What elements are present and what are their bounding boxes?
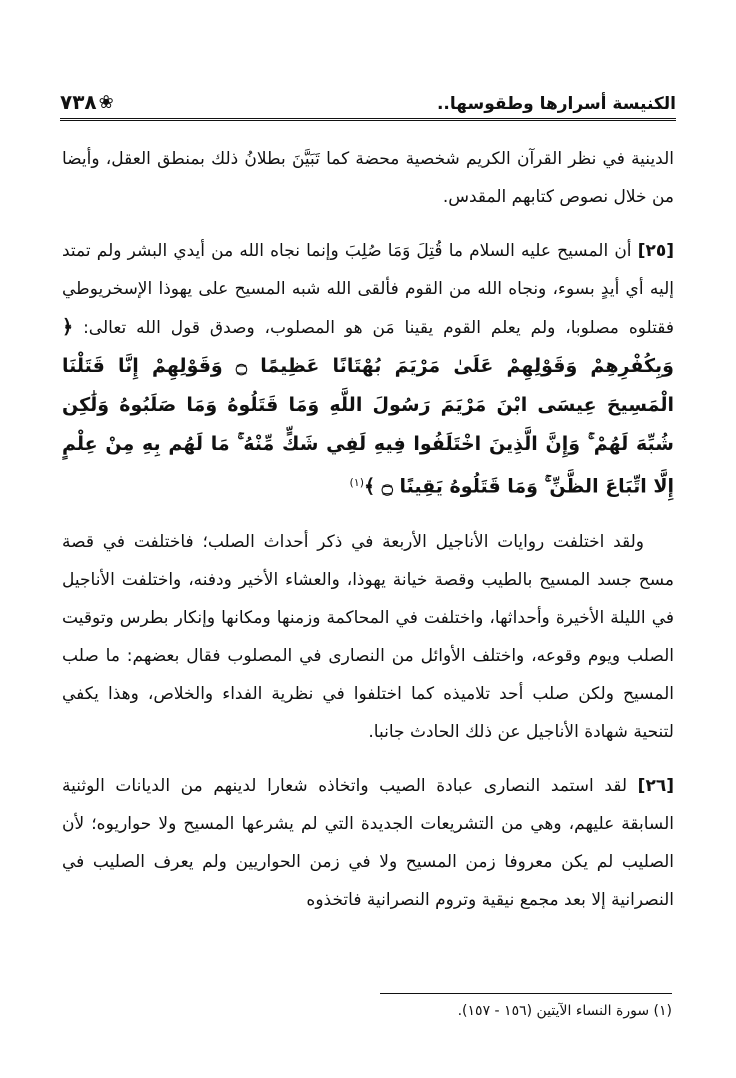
header-rule	[60, 118, 676, 121]
point-number-25: [٢٥]	[637, 241, 675, 261]
quran-verse: ﴿ وَبِكُفْرِهِمْ وَقَوْلِهِمْ عَلَىٰ مَرْيَمَ بُهْتَانًا عَظِيمًا ۝ وَقَوْلِهِمْ إِنَّا قَتَلْنَا الْمَسِيحَ عِيسَى ابْنَ مَرْيَمَ رَسُولَ اللَّهِ وَمَا قَتَلُوهُ وَمَا صَلَبُوهُ وَلَٰكِن شُبِّهَ لَهُمْ ۚ وَإِنَّ الَّذِينَ اخْتَلَفُوا فِيهِ لَفِي شَكٍّ مِّنْهُ ۚ مَا لَهُم بِهِ مِنْ عِلْمٍ إِلَّا اتِّبَاعَ الظَّنِّ ۚ وَمَا قَتَلُوهُ يَقِينًا ۝ ﴾	[62, 316, 674, 498]
paragraph-25	[62, 232, 674, 507]
paragraph-crucifixion-accounts	[62, 523, 674, 751]
footnote-rule	[380, 993, 672, 994]
paragraph-crucifixion-text: ولقد اختلفت روايات الأناجيل الأربعة في ذكر أحداث الصلب؛ فاختلفت في قصة مسح جسد المسيح بالطيب وقصة خيانة يهوذا، والعشاء الأخير ودفنه، واختلفت الأناجيل في الليلة الأخيرة وأحداثها، واختلفت في المحاكمة وزمنها ومكانها وإنكار بطرس وتوقيت الصلب ويوم وقوعه، واختلف الأوائل من النصارى في المصلوب فقال بعضهم: ما صلب المسيح ولكن صلب أحد تلاميذه كما اختلفوا في نظرية الفداء والخلاص، وهذا يكفي لتنحية شهادة الأناجيل عن ذلك الحادث جانبا.	[62, 531, 674, 742]
paragraph-1	[62, 140, 674, 216]
page-number: ٧٣٨	[60, 90, 97, 114]
footnote-reference: (١)	[349, 476, 364, 489]
running-header-title: الكنيسة أسرارها وطقوسها..	[436, 94, 676, 114]
paragraph-25-text: أن المسيح عليه السلام ما قُتِلَ وَمَا صُلِبَ وإنما نجاه الله من أيدي البشر ولم تمتد إليه أي أيدٍ بسوء، ونجاه الله من القوم فألقى الله شبه المسيح على يهوذا الإسخريوطي فقتلوه مصلوبا، ولم يعلم القوم يقينا مَن هو المصلوب، وصدق قول الله تعالى:	[62, 241, 675, 338]
body-text	[62, 140, 674, 935]
point-number-26: [٢٦]	[637, 775, 674, 796]
paragraph-1-text: الدينية في نظر القرآن الكريم شخصية محضة كما تَبَيَّنَ بطلانُ ذلك بمنطق العقل، وأيضا من خلال نصوص كتابهم المقدس.	[62, 149, 674, 207]
page-number-block	[60, 90, 114, 114]
ornament-icon: ❀	[98, 91, 114, 113]
page-header	[60, 80, 676, 114]
paragraph-26-text: لقد استمد النصارى عبادة الصيب واتخاذه شعارا لدينهم من الديانات الوثنية السابقة عليهم، وهي من التشريعات الجديدة التي لم يشرعها المسيح ولا حواريوه؛ لأن الصليب لم يكن معروفا زمن المسيح ولا في زمن الحواريين ولم يعرف الصليب في النصرانية إلا بعد مجمع نيقية وتروم النصرانية فاتخذوه	[62, 775, 674, 910]
paragraph-26	[62, 767, 674, 919]
footnote: (١) سورة النساء الآيتين (١٥٦ - ١٥٧).	[457, 1003, 672, 1019]
